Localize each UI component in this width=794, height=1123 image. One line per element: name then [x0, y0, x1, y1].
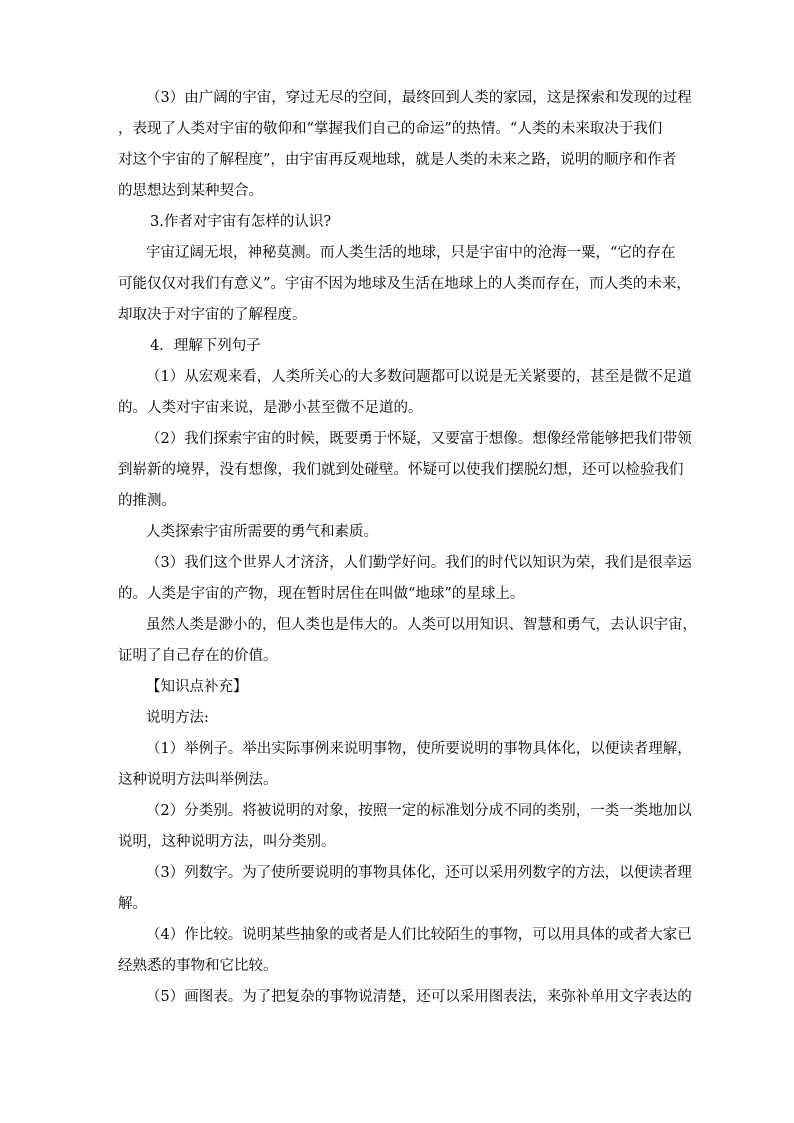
- text-line: （5）画图表。为了把复杂的事物说清楚，还可以采用图表法，来弥补单用文字表达的: [146, 989, 692, 1005]
- text-line: 说明方法:: [146, 710, 209, 726]
- text-line: 却取决于对宇宙的了解程度。: [118, 307, 307, 323]
- question-heading: 4．理解下列句子: [150, 338, 261, 354]
- text-line: 到崭新的境界，没有想像，我们就到处碰壁。怀疑可以使我们摆脱幻想，还可以检验我们: [118, 462, 684, 478]
- text-line: 人类探索宇宙所需要的勇气和素质。: [146, 524, 378, 540]
- text-line: 这种说明方法叫举例法。: [118, 772, 278, 788]
- text-line: （1）举例子。举出实际事例来说明事物，使所要说明的事物具体化，以便读者理解，: [146, 741, 692, 757]
- text-line: （3）列数字。为了使所要说明的事物具体化，还可以采用列数字的方法，以便读者理: [146, 865, 692, 881]
- text-line: 的思想达到某种契合。: [118, 183, 263, 199]
- text-line: 经熟悉的事物和它比较。: [118, 958, 278, 974]
- text-line: 说明，这种说明方法，叫分类别。: [118, 834, 336, 850]
- text-line: 对这个宇宙的了解程度”，由宇宙再反观地球，就是人类的未来之路，说明的顺序和作者: [118, 152, 677, 168]
- text-line: 的。人类对宇宙来说，是渺小甚至微不足道的。: [118, 400, 423, 416]
- text-line: （1）从宏观来看，人类所关心的大多数问题都可以说是无关紧要的，甚至是微不足道: [146, 369, 692, 385]
- question-heading: 3.作者对宇宙有怎样的认识?: [150, 214, 332, 230]
- text-line: 的。人类是宇宙的产物，现在暂时居住在叫做“地球”的星球上。: [118, 586, 525, 602]
- text-line: 证明了自己存在的价值。: [118, 648, 278, 664]
- text-line: 虽然人类是渺小的，但人类也是伟大的。人类可以用知识、智慧和勇气，去认识宇宙，: [146, 617, 697, 633]
- text-line: ，表现了人类对宇宙的敬仰和“掌握我们自己的命运”的热情。“人类的未来取决于我们: [118, 121, 663, 137]
- text-line: 的推测。: [118, 493, 176, 509]
- text-line: 宇宙辽阔无垠，神秘莫测。而人类生活的地球，只是宇宙中的沧海一粟，“它的存在: [146, 245, 676, 261]
- text-line: 可能仅仅对我们有意义”。宇宙不因为地球及生活在地球上的人类而存在，而人类的未来，: [118, 276, 691, 292]
- section-heading: 【知识点补充】: [146, 679, 248, 695]
- text-line: 解。: [118, 896, 147, 912]
- text-line: （3）我们这个世界人才济济，人们勤学好问。我们的时代以知识为荣，我们是很幸运: [146, 555, 692, 571]
- text-line: （3）由广阔的宇宙，穿过无尽的空间，最终回到人类的家园，这是探索和发现的过程: [146, 90, 692, 106]
- text-line: （2）分类别。将被说明的对象，按照一定的标准划分成不同的类别，一类一类地加以: [146, 803, 692, 819]
- text-line: （2）我们探索宇宙的时候，既要勇于怀疑，又要富于想像。想像经常能够把我们带领: [146, 431, 692, 447]
- text-line: （4）作比较。说明某些抽象的或者是人们比较陌生的事物，可以用具体的或者大家已: [146, 927, 692, 943]
